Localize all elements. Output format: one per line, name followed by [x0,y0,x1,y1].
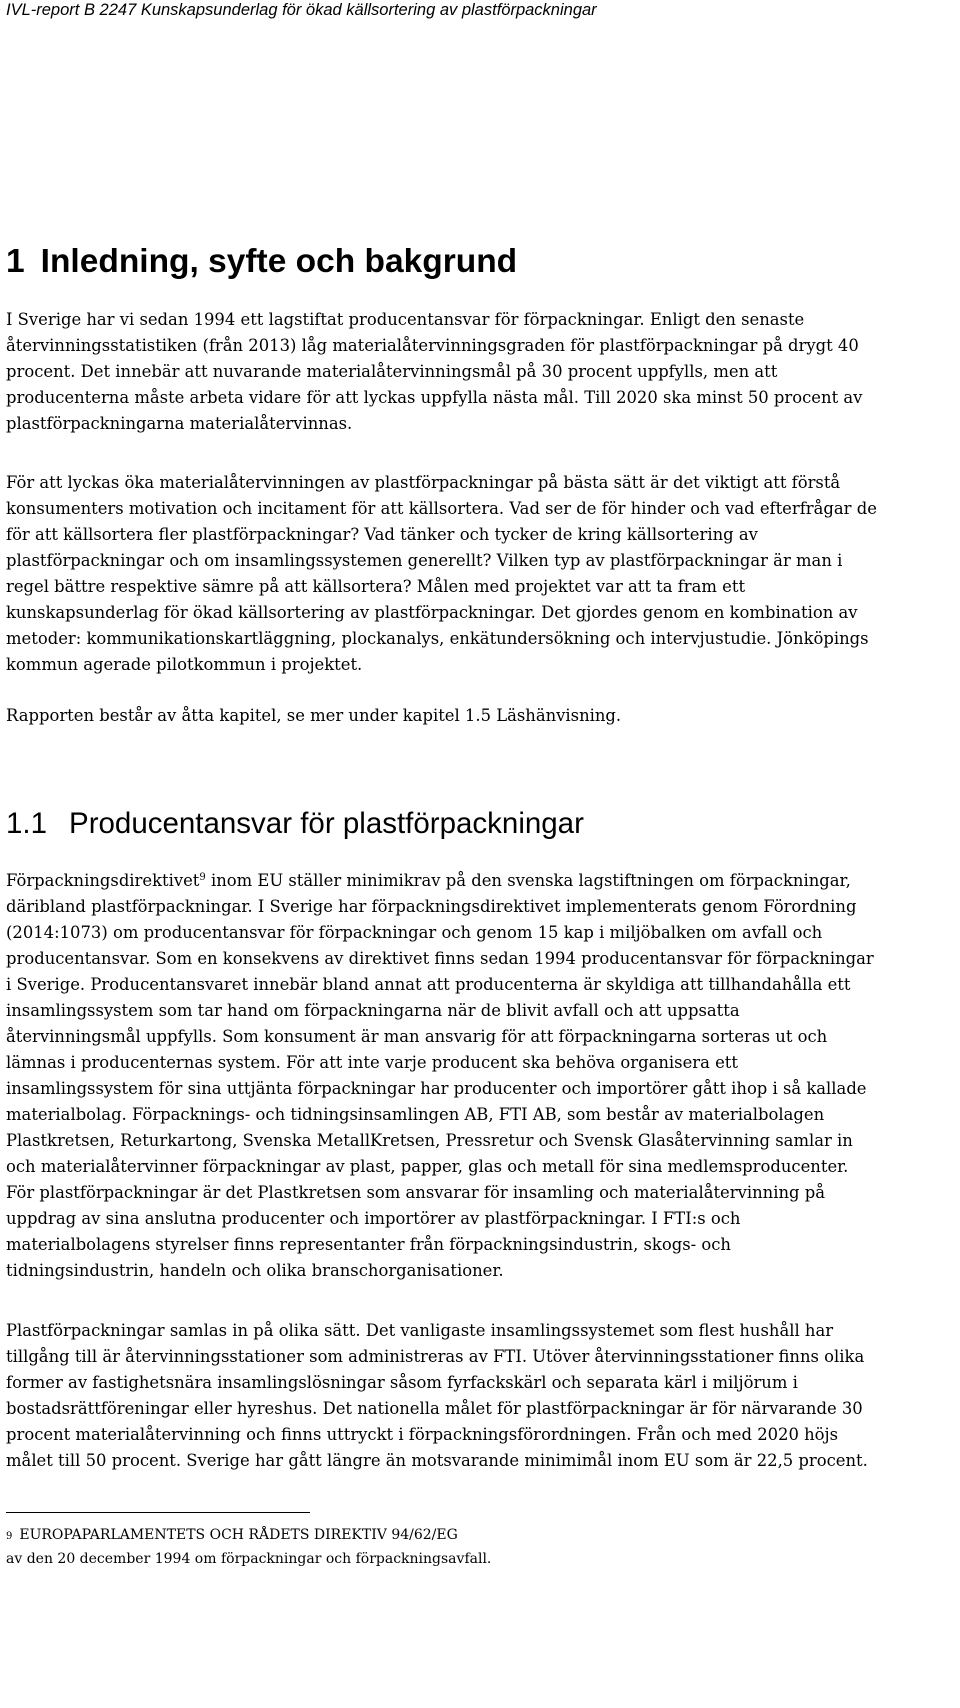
footnote-text: EUROPAPARLAMENTETS OCH RÅDETS DIREKTIV 94/62/EG [19,1527,458,1543]
section-heading [6,242,517,282]
text-line: konsumenters motivation och incitament för att källsortera. Vad ser de för hinder och vad efterfrågar de [6,499,877,518]
text-line: kommun agerade pilotkommun i projektet. [6,655,363,674]
subsection-title: Producentansvar för plastförpackningar [69,807,584,840]
text-line: producenterna måste arbeta vidare för att lyckas uppfylla nästa mål. Till 2020 ska minst 50 procent av [6,388,863,407]
text-line: metoder: kommunikationskartläggning, plockanalys, enkätundersökning och intervjustudie. Jönköpings [6,629,869,648]
text-line: procent materialåtervinning och finns uttryckt i förpackningsförordningen. Från och med 2020 höjs [6,1425,839,1444]
text-line: kunskapsunderlag för ökad källsortering av plastförpackningar. Det gjordes genom en kombination av [6,603,858,622]
structure-paragraph [6,703,621,729]
text-line: För att lyckas öka materialåtervinningen av plastförpackningar på bästa sätt är det viktigt att förstå [6,473,841,492]
footnote-reference[interactable]: 9 [199,872,206,883]
footnote-number: 9 [6,1531,13,1542]
text-line: insamlingssystem som tar hand om förpackningarna när de blivit avfall och att uppsatta [6,1001,740,1020]
text-line: tillgång till är återvinningsstationer som administreras av FTI. Utöver återvinningsstationer finns olika [6,1347,865,1366]
text-line: insamlingssystem för sina uttjänta förpackningar har producenter och importörer gått ihop i så kallade [6,1079,867,1098]
text-line: tidningsindustrin, handeln och olika branschorganisationer. [6,1261,504,1280]
footnote-divider [6,1512,310,1513]
text-line: återvinningsstatistiken (från 2013) låg materialåtervinningsgraden för plastförpackningar på drygt 40 [6,336,859,355]
purpose-paragraph [6,470,877,678]
text-line: former av fastighetsnära insamlingslösningar såsom fyrfackskärl och separata kärl i miljörum i [6,1373,798,1392]
subsection-number: 1.1 [6,807,48,840]
text-line: (2014:1073) om producentansvar för förpackningar och genom 15 kap i miljöbalken om avfall och [6,923,823,942]
section-number: 1 [6,243,25,280]
producer-responsibility-paragraph [6,868,874,1310]
text-line: Plastförpackningar samlas in på olika sätt. Det vanligaste insamlingssystemet som flest hushåll har [6,1321,834,1340]
section-title: Inledning, syfte och bakgrund [40,243,518,280]
text-line: uppdrag av sina anslutna producenter och importörer av plastförpackningar. I FTI:s och [6,1209,741,1228]
text-line: för att källsortera fler plastförpackningar? Vad tänker och tycker de kring källsortering av [6,525,758,544]
collection-paragraph [6,1318,868,1474]
footnote-line [6,1524,491,1548]
intro-paragraph [6,307,862,437]
text-line: återvinningsmål uppfylls. Som konsument är man ansvarig för att förpackningarna sorteras ut och [6,1027,828,1046]
text-line: plastförpackningarna materialåtervinnas. [6,414,353,433]
text-line: För plastförpackningar är det Plastkretsen som ansvarar för insamling och materialåtervinning på [6,1183,825,1202]
text-line: producentansvar. Som en konsekvens av direktivet finns sedan 1994 producentansvar för förpackningar [6,949,874,968]
text-line: och materialåtervinner förpackningar av plast, papper, glas och metall för sina medlemsproducenter. [6,1157,849,1176]
text-line: Rapporten består av åtta kapitel, se mer under kapitel 1.5 Läshänvisning. [6,706,622,725]
text-line [6,1284,874,1310]
text-line: procent. Det innebär att nuvarande materialåtervinningsmål på 30 procent uppfylls, men att [6,362,778,381]
text-line: däribland plastförpackningar. I Sverige har förpackningsdirektivet implementerats genom Förordning [6,897,857,916]
text-segment: inom EU ställer minimikrav på den svenska lagstiftningen om förpackningar, [205,871,851,890]
text-segment: Förpackningsdirektivet [6,871,200,890]
text-line: materialbolagens styrelser finns representanter från förpackningsindustrin, skogs- och [6,1235,731,1254]
text-line: regel bättre respektive sämre på att källsortera? Målen med projektet var att ta fram ett [6,577,746,596]
text-line: bostadsrättföreningar eller hyreshus. Det nationella målet för plastförpackningar är för närvarande 30 [6,1399,863,1418]
text-line: i Sverige. Producentansvaret innebär bland annat att producenterna är skyldiga att tillhandahålla ett [6,975,851,994]
footnote [6,1524,491,1570]
text-line: Plastkretsen, Returkartong, Svenska MetallKretsen, Pressretur och Svensk Glasåtervinning samlar in [6,1131,853,1150]
subsection-heading [6,806,584,842]
text-line: målet till 50 procent. Sverige har gått längre än motsvarande minimimål inom EU som är 22,5 procent. [6,1451,868,1470]
text-line: plastförpackningar och om insamlingssystemen generellt? Vilken typ av plastförpackningar är man i [6,551,843,570]
text-line: I Sverige har vi sedan 1994 ett lagstiftat producentansvar för förpackningar. Enligt den senaste [6,310,805,329]
text-line: lämnas i producenternas system. För att inte varje producent ska behöva organisera ett [6,1053,738,1072]
text-line: materialbolag. Förpacknings- och tidningsinsamlingen AB, FTI AB, som består av materialbolagen [6,1105,825,1124]
footnote-line: av den 20 december 1994 om förpackningar och förpackningsavfall. [6,1551,492,1567]
running-header: IVL-report B 2247 Kunskapsunderlag för ökad källsortering av plastförpackningar [6,1,597,19]
text-line [6,868,874,894]
